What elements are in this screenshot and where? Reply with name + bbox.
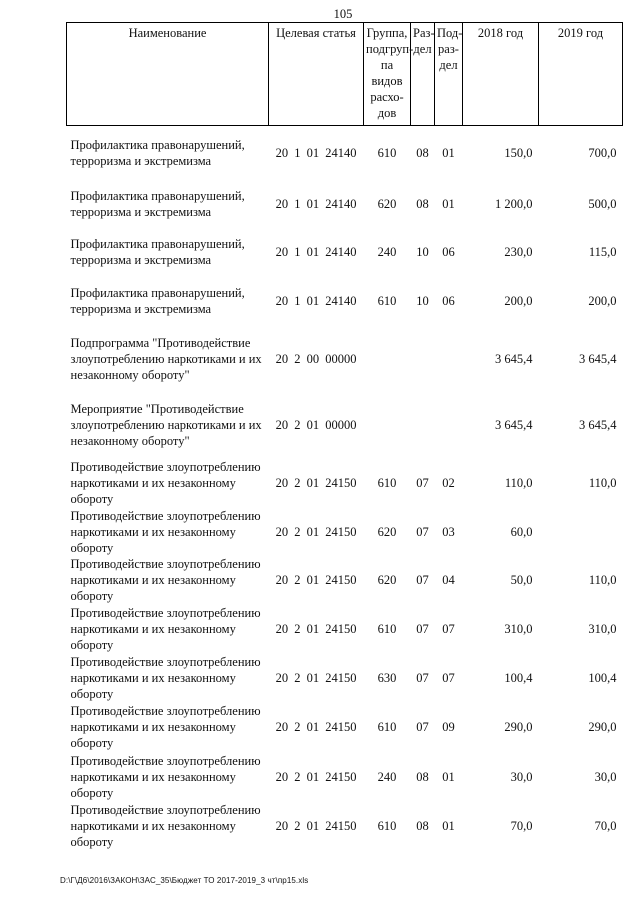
row-group: 620 (377, 524, 397, 539)
row-target-code: 20 1 01 24140 (275, 293, 357, 308)
row-subsection: 01 (442, 196, 455, 211)
row-section: 07 (416, 524, 429, 539)
row-value-2018: 100,4 (504, 670, 533, 685)
row-target-code: 20 1 01 24140 (275, 196, 357, 211)
table-row (67, 326, 623, 392)
row-target-code: 20 2 00 00000 (275, 351, 357, 366)
row-section: 08 (416, 818, 429, 833)
table-row (67, 392, 623, 458)
row-value-2019: 100,4 (588, 670, 617, 685)
row-value-2019: 3 645,4 (579, 351, 617, 366)
row-subsection: 03 (442, 524, 455, 539)
row-section: 07 (416, 621, 429, 636)
row-section: 10 (416, 244, 429, 259)
header-name: Наименование (67, 23, 269, 126)
row-value-2019: 290,0 (588, 719, 617, 734)
row-value-2018: 150,0 (504, 145, 533, 160)
table-row (67, 276, 623, 326)
row-name: Мероприятие "Противодействие злоупотреблению наркотиками и их незаконному обороту" (70, 401, 262, 448)
row-value-2018: 310,0 (504, 621, 533, 636)
row-value-2019: 200,0 (588, 293, 617, 308)
row-group: 620 (377, 572, 397, 587)
row-group: 610 (377, 818, 397, 833)
header-2018: 2018 год (463, 23, 539, 126)
row-section: 07 (416, 475, 429, 490)
header-section: Раз- дел (411, 23, 435, 126)
table-row (67, 556, 623, 604)
row-group (364, 392, 411, 458)
row-section: 08 (416, 145, 429, 160)
row-subsection: 04 (442, 572, 455, 587)
row-subsection: 06 (442, 293, 455, 308)
header-target: Целевая статья (269, 23, 364, 126)
row-value-2018: 3 645,4 (495, 417, 533, 432)
row-name: Противодействие злоупотреблению наркотиками и их незаконному обороту (70, 753, 261, 800)
row-name: Профилактика правонарушений, терроризма и экстремизма (70, 137, 245, 168)
row-section: 07 (416, 719, 429, 734)
row-target-code: 20 2 01 24150 (275, 670, 357, 685)
row-value-2018: 230,0 (504, 244, 533, 259)
table-row (67, 180, 623, 228)
row-group: 610 (377, 145, 397, 160)
table-row (67, 508, 623, 556)
table-row (67, 126, 623, 180)
table-row (67, 228, 623, 276)
row-group: 610 (377, 719, 397, 734)
row-subsection: 01 (442, 818, 455, 833)
row-value-2019: 500,0 (588, 196, 617, 211)
row-value-2018: 70,0 (510, 818, 533, 833)
row-name: Профилактика правонарушений, терроризма и экстремизма (70, 285, 245, 316)
row-group: 240 (377, 244, 397, 259)
row-target-code: 20 2 01 24150 (275, 621, 357, 636)
row-value-2019: 700,0 (588, 145, 617, 160)
row-section: 08 (416, 196, 429, 211)
row-target-code: 20 2 01 24150 (275, 524, 357, 539)
row-group: 630 (377, 670, 397, 685)
row-subsection (435, 326, 463, 392)
row-name: Противодействие злоупотреблению наркотиками и их незаконному обороту (70, 654, 261, 701)
row-group: 610 (377, 621, 397, 636)
row-section: 07 (416, 572, 429, 587)
row-subsection: 06 (442, 244, 455, 259)
row-group: 610 (377, 475, 397, 490)
row-value-2018: 30,0 (510, 769, 533, 784)
row-value-2019: 3 645,4 (579, 417, 617, 432)
file-path-footer: D:\Г\Д6\2016\ЗАКОН\ЗАС_35\Бюджет ТО 2017-2019_3 чт\пр15.xls (60, 876, 309, 885)
row-target-code: 20 2 01 24150 (275, 818, 357, 833)
row-section: 07 (416, 670, 429, 685)
row-target-code: 20 2 01 24150 (275, 475, 357, 490)
row-name: Подпрограмма "Противодействие злоупотреблению наркотиками и их незаконному обороту" (70, 335, 262, 382)
row-subsection (435, 392, 463, 458)
row-value-2018: 110,0 (504, 475, 533, 490)
page-number: 105 (333, 7, 353, 21)
budget-table (66, 22, 623, 850)
row-value-2019: 110,0 (588, 475, 617, 490)
row-subsection: 01 (442, 145, 455, 160)
row-name: Профилактика правонарушений, терроризма и экстремизма (70, 188, 245, 219)
row-value-2018: 290,0 (504, 719, 533, 734)
row-target-code: 20 2 01 00000 (275, 417, 357, 432)
table-row (67, 802, 623, 850)
row-value-2019: 70,0 (594, 818, 617, 833)
row-group: 620 (377, 196, 397, 211)
row-value-2018: 200,0 (504, 293, 533, 308)
row-name: Противодействие злоупотреблению наркотиками и их незаконному обороту (70, 556, 261, 603)
table-row (67, 702, 623, 752)
row-value-2019: 30,0 (594, 769, 617, 784)
row-target-code: 20 2 01 24150 (275, 719, 357, 734)
row-name: Противодействие злоупотреблению наркотиками и их незаконному обороту (70, 703, 261, 750)
table-row (67, 752, 623, 802)
row-subsection: 02 (442, 475, 455, 490)
row-subsection: 07 (442, 670, 455, 685)
row-name: Профилактика правонарушений, терроризма и экстремизма (70, 236, 245, 267)
table-row (67, 458, 623, 508)
row-value-2019: 115,0 (588, 244, 617, 259)
row-target-code: 20 2 01 24150 (275, 769, 357, 784)
row-target-code: 20 1 01 24140 (275, 145, 357, 160)
row-group (364, 326, 411, 392)
row-section: 10 (416, 293, 429, 308)
row-value-2019: 110,0 (588, 572, 617, 587)
header-subsection: Под- раз- дел (435, 23, 463, 126)
row-subsection: 09 (442, 719, 455, 734)
table-row (67, 654, 623, 702)
row-subsection: 01 (442, 769, 455, 784)
row-name: Противодействие злоупотреблению наркотиками и их незаконному обороту (70, 802, 261, 849)
row-target-code: 20 1 01 24140 (275, 244, 357, 259)
table-header-row (67, 23, 623, 126)
row-target-code: 20 2 01 24150 (275, 572, 357, 587)
row-name: Противодействие злоупотреблению наркотиками и их незаконному обороту (70, 508, 261, 555)
row-subsection: 07 (442, 621, 455, 636)
row-value-2019: 310,0 (588, 621, 617, 636)
header-2019: 2019 год (539, 23, 623, 126)
row-value-2018: 3 645,4 (495, 351, 533, 366)
row-value-2019 (539, 508, 623, 556)
row-name: Противодействие злоупотреблению наркотиками и их незаконному обороту (70, 605, 261, 652)
row-section (411, 392, 435, 458)
row-name: Противодействие злоупотреблению наркотиками и их незаконному обороту (70, 459, 261, 506)
table-row (67, 604, 623, 654)
row-group: 240 (377, 769, 397, 784)
row-value-2018: 50,0 (510, 572, 533, 587)
header-group: Группа, подгруп- па видов расхо- дов (364, 23, 411, 126)
row-value-2018: 60,0 (510, 524, 533, 539)
row-section (411, 326, 435, 392)
row-section: 08 (416, 769, 429, 784)
row-value-2018: 1 200,0 (495, 196, 533, 211)
row-group: 610 (377, 293, 397, 308)
